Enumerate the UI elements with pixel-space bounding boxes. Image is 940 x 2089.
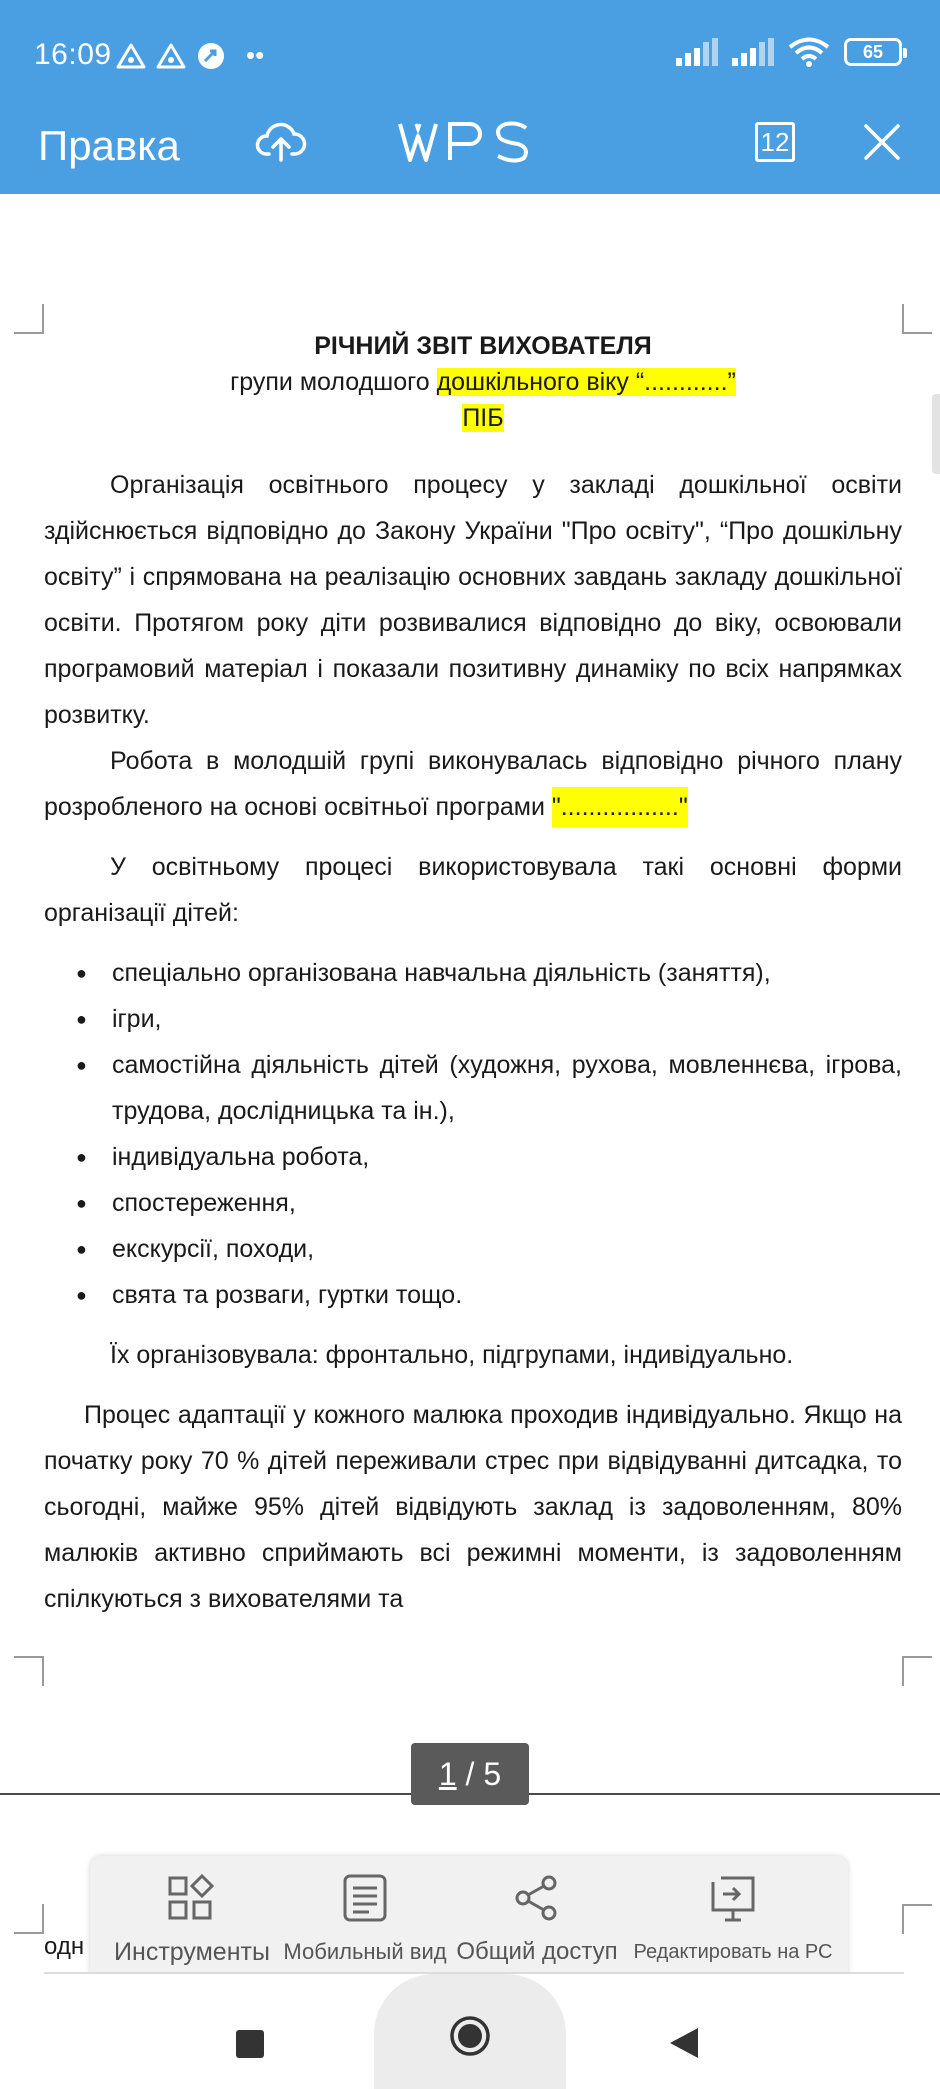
subtitle-highlight: дошкільного віку “............” (436, 368, 736, 396)
next-page-text: одн (44, 1933, 85, 1960)
current-page: 1 (438, 1756, 457, 1792)
notification-icons (116, 40, 264, 71)
list-item: ● свята та розваги, гуртки тощо. (44, 1272, 902, 1318)
paragraph-program-text: Робота в молодшій групі виконувалась відповідно річного плану розробленого на основі освітньої програми (44, 747, 902, 821)
share-button[interactable] (452, 1874, 622, 1965)
data-saver-icon (196, 41, 226, 71)
tools-grid-icon (166, 1874, 218, 1922)
paragraph-forms-intro: У освітньому процесі використовувала такі основні форми організації дітей: (44, 853, 902, 927)
mobile-view-icon (339, 1874, 391, 1922)
upload-cloud-icon[interactable] (255, 116, 307, 168)
wps-logo (396, 116, 541, 168)
share-label: Общий доступ (456, 1938, 618, 1965)
system-indicators (676, 36, 902, 68)
edit-button[interactable]: Правка (38, 122, 180, 169)
page-corner-mark (14, 1904, 44, 1934)
page-corner-mark (902, 1904, 932, 1934)
wifi-icon (788, 36, 830, 68)
page-corner-mark (902, 304, 932, 334)
list-item: ● індивідуальна робота, (44, 1134, 902, 1180)
page-corner-mark (902, 1656, 932, 1686)
back-icon[interactable] (668, 2026, 700, 2060)
document-title: РІЧНИЙ ЗВІТ ВИХОВАТЕЛЯ (314, 332, 652, 360)
close-icon[interactable] (860, 120, 904, 164)
signal-icon (676, 38, 718, 66)
paragraph-adaptation: Процес адаптації у кожного малюка проходив індивідуально. Якщо на початку року 70 % дітей переживали стрес при відвідуванні дитсадка, то сьогодні, майже 95% дітей відвідують заклад із задоволенням, 80% малюків активно сприймають всі режимні моменти, із задоволенням спілкуються з вихователями та (44, 1401, 902, 1613)
page-corner-mark (14, 1656, 44, 1686)
app-header (0, 110, 940, 194)
battery-icon (844, 38, 902, 66)
mobile-view-button[interactable] (280, 1874, 450, 1965)
page-indicator[interactable] (411, 1743, 529, 1805)
edit-on-pc-icon (707, 1874, 759, 1922)
activities-list (44, 950, 902, 1318)
pib-highlight: ПІБ (462, 404, 504, 432)
edit-on-pc-label: Редактировать на РС (633, 1941, 833, 1963)
list-item: ● екскурсії, походи, (44, 1226, 902, 1272)
scrollbar-thumb[interactable] (932, 394, 940, 474)
recent-apps-icon[interactable] (236, 2030, 264, 2058)
list-item: ● спостереження, (44, 1180, 902, 1226)
paragraph-program (44, 738, 902, 830)
document-viewport[interactable] (0, 194, 940, 1954)
document-subtitle (64, 364, 902, 400)
alert-triangle-icon (156, 42, 186, 70)
page-separator: / (456, 1756, 484, 1792)
document-page[interactable] (44, 328, 902, 1622)
battery-level: 65 (862, 42, 884, 62)
list-item: ● самостійна діяльність дітей (художня, рухова, мовленнєва, ігрова, трудова, дослідницька та ін.), (44, 1042, 902, 1134)
list-item: ● ігри, (44, 996, 902, 1042)
share-icon (511, 1874, 563, 1922)
total-pages: 5 (483, 1756, 502, 1792)
list-item: ● спеціально організована навчальна діяльність (заняття), (44, 950, 902, 996)
paragraph-intro: Організація освітнього процесу у закладі дошкільної освіти здійснюється відповідно до Закону України "Про освіту", “Про дошкільну освіту” і спрямована на реалізацію основних завдань закладу дошкільної освіти. Протягом року діти розвивалися відповідно до віку, освоювали програмовий матеріал і показали позитивну динаміку по всіх напрямках розвитку. (44, 471, 902, 729)
program-name-highlight: "................." (552, 787, 688, 827)
page-count-button[interactable] (755, 122, 795, 162)
page-corner-mark (14, 304, 44, 334)
paragraph-organised: Їх організовувала: фронтально, підгрупами, індивідуально. (110, 1341, 794, 1369)
subtitle-text: групи молодшого (230, 368, 437, 396)
status-time: 16:09 (34, 38, 112, 71)
mobile-view-label: Мобильный вид (283, 1939, 447, 1964)
home-icon[interactable] (448, 2014, 492, 2058)
navigation-bar (0, 1974, 940, 2089)
tools-label: Инструменты (114, 1938, 270, 1966)
alert-triangle-icon (116, 42, 146, 70)
page-count-label: 12 (760, 127, 790, 157)
signal-icon (732, 38, 774, 66)
more-notifications: •• (246, 40, 265, 70)
bottom-toolbar (90, 1856, 848, 1974)
tools-button[interactable] (102, 1874, 282, 1965)
pib-line (64, 400, 902, 436)
edit-on-pc-button[interactable] (626, 1874, 840, 1965)
status-bar (0, 0, 940, 110)
